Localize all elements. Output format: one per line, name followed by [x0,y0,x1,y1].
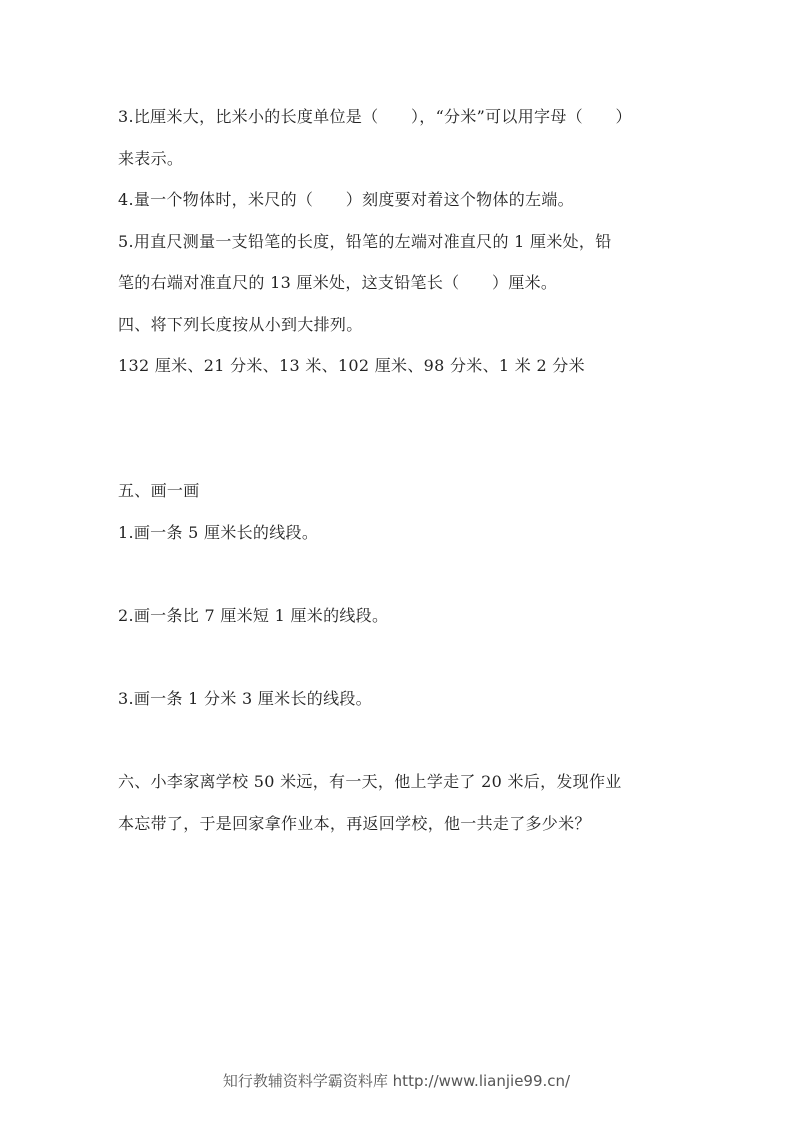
section-4-title: 四、将下列长度按从小到大排列。 [118,315,363,334]
section-6-line-1: 六、小李家离学校 50 米远，有一天，他上学走了 20 米后，发现作业 [118,772,622,791]
section-5-title: 五、画一画 [118,481,200,500]
section-4-items: 132 厘米、21 分米、13 米、102 厘米、98 分米、1 米 2 分米 [118,356,585,375]
section-6-line-2: 本忘带了，于是回家拿作业本，再返回学校，他一共走了多少米？ [118,814,591,833]
question-4: 4.量一个物体时，米尺的（ ）刻度要对着这个物体的左端。 [118,190,574,209]
question-5-line-1: 5.用直尺测量一支铅笔的长度，铅笔的左端对准直尺的 1 厘米处，铅 [118,232,612,251]
section-5-question-1: 1.画一条 5 厘米长的线段。 [118,523,319,542]
section-5-question-2: 2.画一条比 7 厘米短 1 厘米的线段。 [118,606,389,625]
question-3-line-2: 来表示。 [118,149,184,168]
question-5-line-2: 笔的右端对准直尺的 13 厘米处，这支铅笔长（ ）厘米。 [118,273,558,292]
section-5-question-3: 3.画一条 1 分米 3 厘米长的线段。 [118,689,372,708]
question-3-line-1: 3.比厘米大，比米小的长度单位是（ ），“分米”可以用字母（ ） [118,107,632,126]
footer-watermark: 知行教辅资料学霸资料库 http://www.lianjie99.cn/ [222,1072,571,1090]
